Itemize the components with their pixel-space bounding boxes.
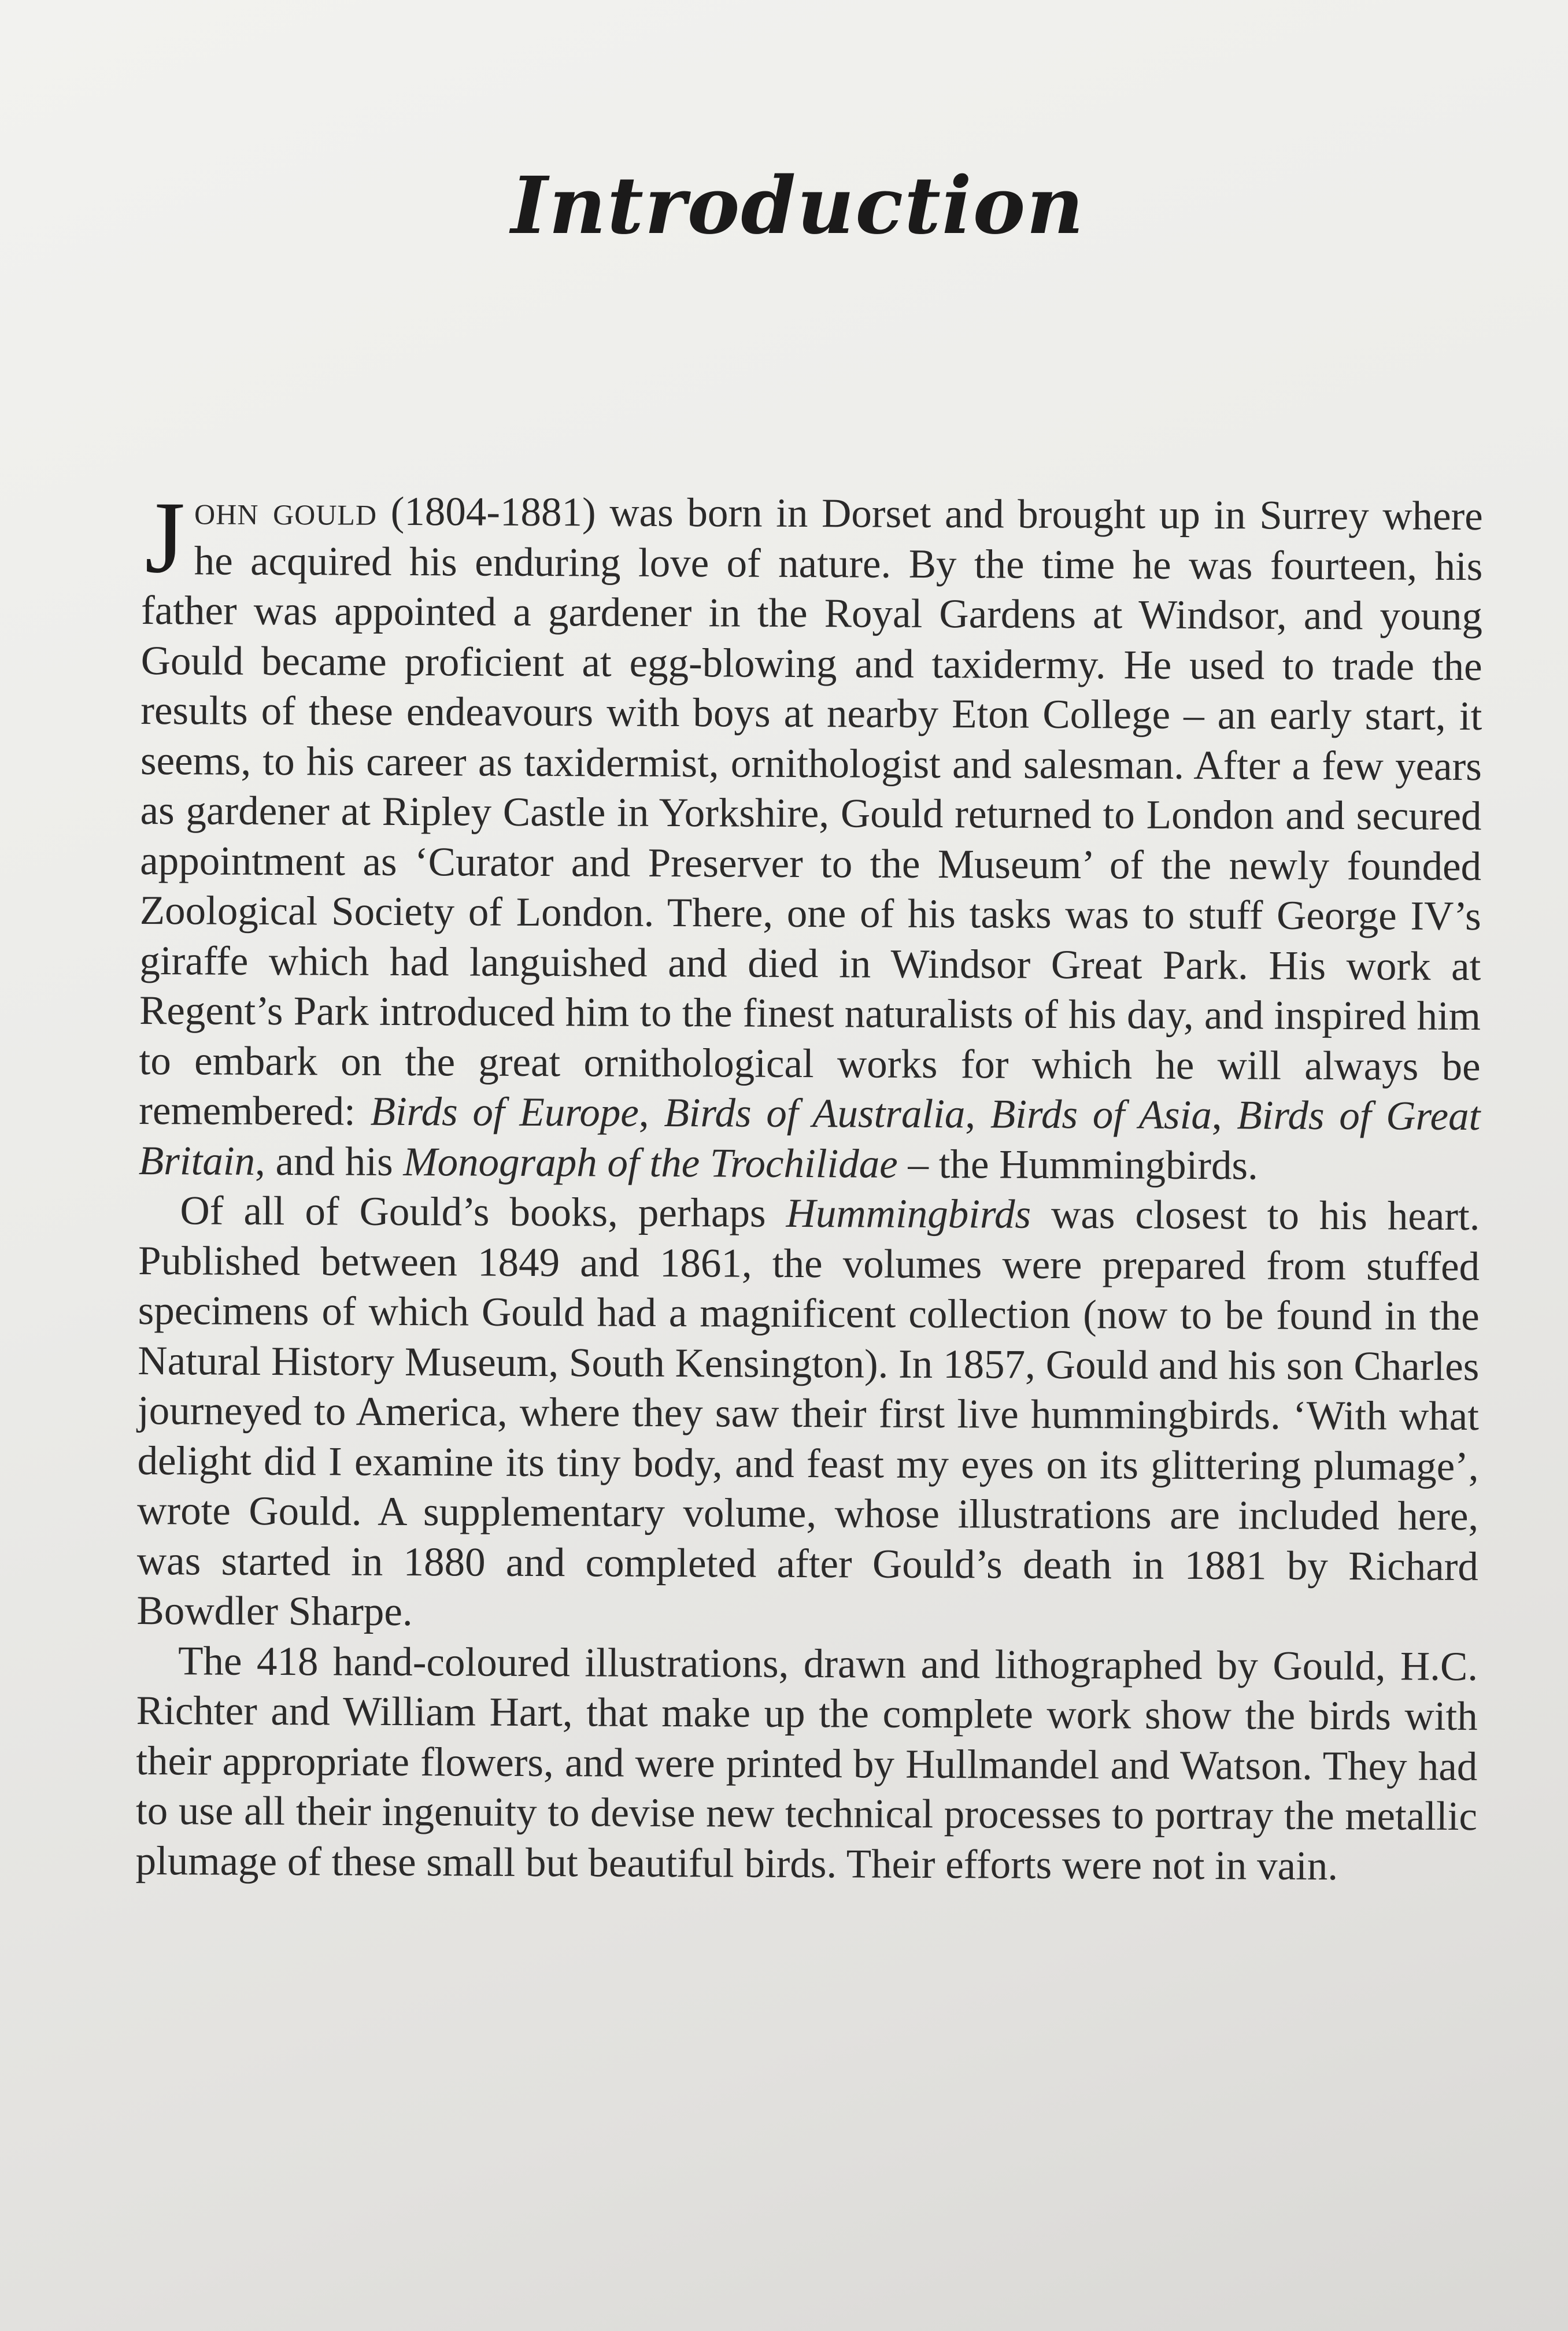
text-segment: – the Hummingbirds. (897, 1141, 1259, 1188)
text-segment: , (1211, 1093, 1237, 1138)
book-title: Birds of Great Britain (138, 1093, 1481, 1184)
paragraph-1 (138, 480, 1483, 1192)
text-segment: , and his (254, 1138, 404, 1185)
paragraph-2 (136, 1186, 1480, 1642)
book-title: Birds of Asia (990, 1092, 1212, 1138)
introduction-body (135, 480, 1483, 1892)
book-title: Birds of Europe (370, 1089, 639, 1135)
author-name-small-caps: ohn gould (194, 488, 378, 534)
text-segment: Of all of Gould’s books, perhaps (180, 1188, 786, 1236)
text-segment: , (965, 1092, 991, 1137)
drop-cap: J (145, 480, 186, 595)
book-title: Birds of Australia (664, 1090, 966, 1137)
paragraph-3 (135, 1636, 1478, 1892)
text-segment: , (638, 1090, 664, 1135)
text-segment: was closest to his heart. Published between 1849 and 1861, the volumes were prepared from stuffed specimens of which Gould had a magnificent collection (now to be found in the Natural History Museum, South Kensington). In 1857, Gould and his son Charles journeyed to America, where they saw their first live hummingbirds. ‘With what delight did I examine its tiny body, and feast my eyes on its glittering plumage’, wrote Gould. A supplementary volume, whose illustrations are included here, was started in 1880 and completed after Gould’s death in 1881 by Richard Bowdler Sharpe. (136, 1192, 1480, 1635)
page-title: Introduction (511, 160, 1085, 252)
text-segment: The 418 hand-coloured illustrations, drawn and lithographed by Gould, H.C. Richter and William Hart, that make up the complete work show the birds with their appropriate flowers, and were printed by Hullmandel and Watson. They had to use all their ingenuity to devise new technical processes to portray the metallic plumage of these small but beautiful birds. Their efforts were not in vain. (135, 1638, 1478, 1889)
book-title: Monograph of the Trochilidae (403, 1139, 898, 1187)
book-title: Hummingbirds (786, 1190, 1031, 1237)
text-segment: (1804-1881) was born in Dorset and brought up in Surrey where he acquired his enduring love of nature. By the time he was fourteen, his father was appointed a gardener in the Royal Gardens at Windsor, and young Gould became proficient at egg-blowing and taxidermy. He used to trade the results of these endeavours with boys at nearby Eton College – an early start, it seems, to his career as taxidermist, ornithologist and salesman. After a few years as gardener at Ripley Castle in Yorkshire, Gould returned to London and secured appointment as ‘Curator and Preserver to the Museum’ of the newly founded Zoological Society of London. There, one of his tasks was to stuff George IV’s giraffe which had languished and died in Windsor Great Park. His work at Regent’s Park introduced him to the finest naturalists of his day, and inspired him to embark on the great ornithological works for which he will always be remembered: (139, 489, 1483, 1134)
